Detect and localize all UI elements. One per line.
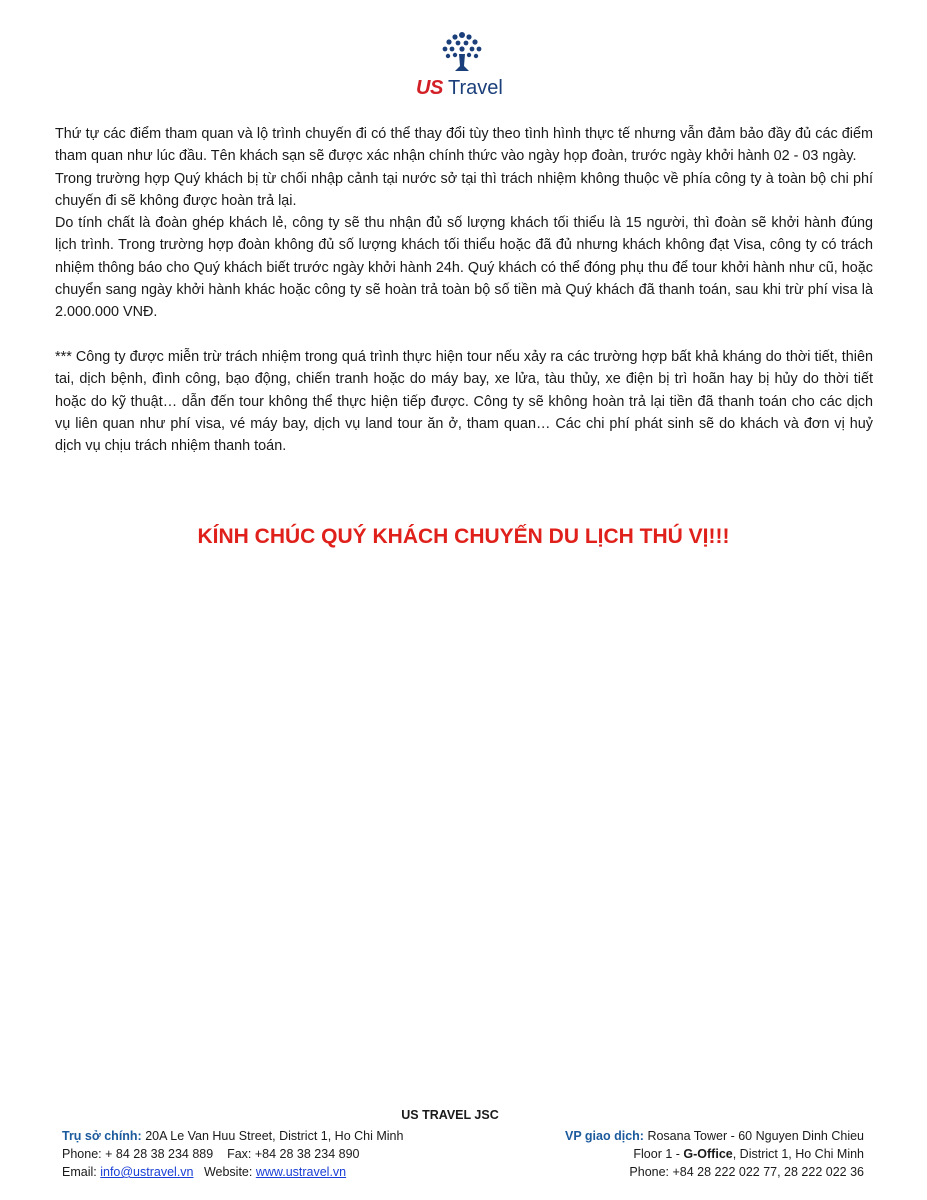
office-address: Rosana Tower - 60 Nguyen Dinh Chieu [647, 1129, 864, 1143]
floor-name: G-Office [683, 1147, 733, 1161]
hq-phone: Phone: + 84 28 38 234 889 [62, 1147, 214, 1161]
website-label: Website: [203, 1165, 253, 1179]
logo-wordmark: US Travel [416, 77, 503, 99]
footer-company-name: US TRAVEL JSC [401, 1108, 499, 1122]
terms-content [55, 123, 873, 457]
closing-greeting: KÍNH CHÚC QUÝ KHÁCH CHUYẾN DU LỊCH THÚ VỊ!!! [197, 525, 730, 548]
hq-label: Trụ sở chính: [62, 1129, 142, 1143]
footer-head-office [62, 1127, 403, 1181]
paragraph-entry-refusal: Trong trường hợp Quý khách bị từ chối nhập cảnh tại nước sở tại thì trách nhiệm không thuộc về phía công ty à toàn bộ chi phí chuyến đi sẽ không được hoàn trả lại. [55, 170, 873, 209]
footer-branch-office [565, 1127, 864, 1181]
hq-address: 20A Le Van Huu Street, District 1, Ho Chi Minh [145, 1129, 404, 1143]
office-phone: Phone: +84 28 222 022 77, 28 222 022 36 [629, 1165, 864, 1179]
tree-logo-icon [440, 30, 484, 72]
paragraph-force-majeure: *** Công ty được miễn trừ trách nhiệm trong quá trình thực hiện tour nếu xảy ra các trường hợp bất khả kháng do thời tiết, thiên tai, dịch bệnh, đình công, bạo động, chiến tranh hoặc do máy bay, xe lửa, tàu thủy, xe điện bị trì hoãn hay bị hủy do thời tiết hoặc do kỹ thuật… dẫn đến tour không thể thực hiện tiếp được. Công ty sẽ không hoàn trả lại tiền đã thanh toán cho các dịch vụ liên quan như phí visa, vé máy bay, dịch vụ land tour ăn ở, tham quan… Các chi phí phát sinh sẽ do khách và đơn vị huỷ dịch vụ chịu trách nhiệm thanh toán. [55, 348, 873, 455]
company-logo [410, 30, 520, 100]
email-link[interactable]: info@ustravel.vn [100, 1165, 194, 1179]
email-label: Email: [62, 1165, 97, 1179]
website-link[interactable]: www.ustravel.vn [255, 1165, 347, 1179]
paragraph-group-size: Do tính chất là đoàn ghép khách lẻ, công ty sẽ thu nhận đủ số lượng khách tối thiểu là 15 người, thì đoàn sẽ khởi hành đúng lịch trình. Trong trường hợp đoàn không đủ số lượng khách tối thiểu hoặc đã đủ nhưng khách không đạt Visa, công ty có trách nhiệm thông báo cho Quý khách biết trước ngày khởi hành 24h. Quý khách có thể đóng phụ thu để tour khởi hành như cũ, hoặc chuyển sang ngày khởi hành khác hoặc công ty sẽ hoàn trả toàn bộ số tiền mà Quý khách đã thanh toán, sau khi trừ phí visa là 2.000.000 VNĐ. [55, 215, 873, 321]
floor-suffix: , District 1, Ho Chi Minh [732, 1147, 864, 1161]
hq-fax: Fax: +84 28 38 234 890 [227, 1147, 360, 1161]
paragraph-itinerary: Thứ tự các điểm tham quan và lộ trình chuyến đi có thể thay đổi tùy theo tình hình thực tế nhưng vẫn đảm bảo đầy đủ các điểm tham quan như lúc đầu. Tên khách sạn sẽ được xác nhận chính thức vào ngày họp đoàn, trước ngày khởi hành 02 - 03 ngày. [55, 126, 873, 165]
floor-prefix: Floor 1 - [633, 1147, 680, 1161]
office-label: VP giao dịch: [565, 1129, 644, 1143]
